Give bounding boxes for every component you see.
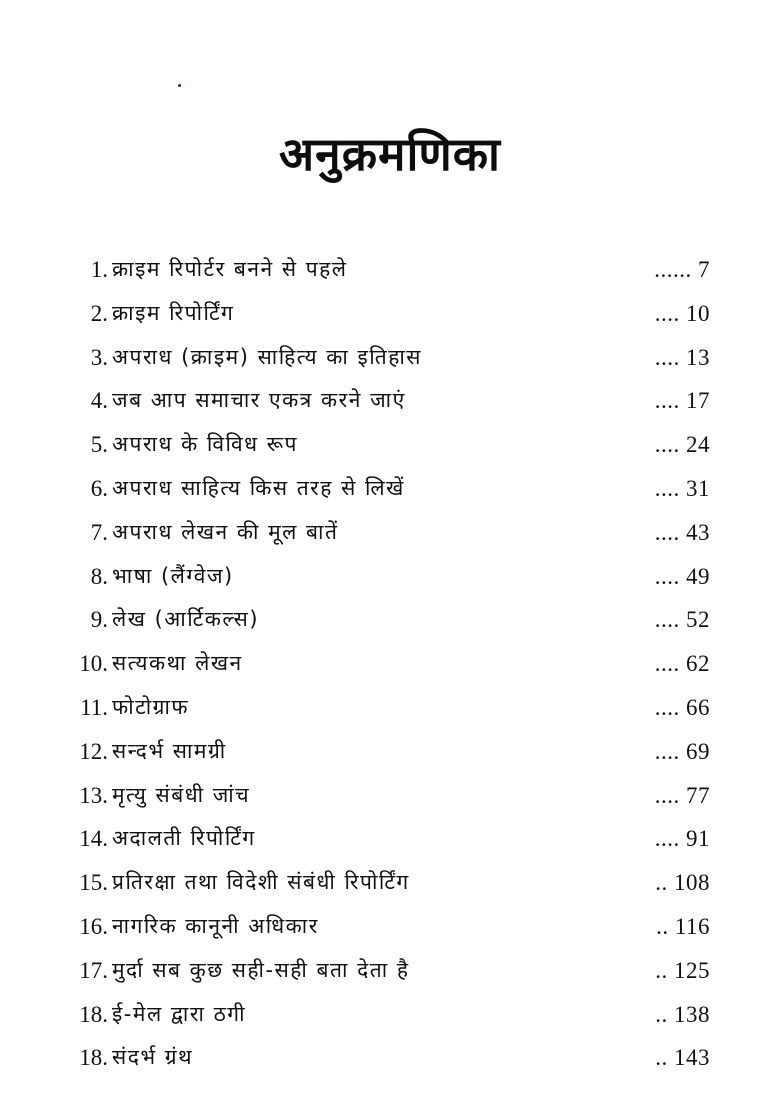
toc-entry [70,949,710,993]
toc-entry-page: .. 108 [655,870,710,896]
toc-entry-page: .... 69 [654,738,710,764]
toc-entry-number: 2. [90,300,108,326]
toc-entry-title: नागरिक कानूनी अधिकार [112,913,319,938]
toc-entry-number: 1. [90,257,108,282]
toc-entry [70,511,710,555]
toc-entry-title: अदालती रिपोर्टिंग [112,826,256,851]
toc-entry [70,423,710,467]
toc-entry-page: .... 17 [654,388,710,414]
toc-entry-number: 15. [79,870,108,896]
toc-entry [70,817,710,861]
toc-entry-page: .... 77 [654,782,710,808]
toc-entry-title: संदर्भ ग्रंथ [112,1045,194,1070]
toc-entry-number: 4. [90,388,108,414]
toc-entry-page: ...... 7 [654,257,710,282]
toc-entry-number: 12. [79,738,108,764]
toc-entry-number: 10. [79,651,108,677]
toc-entry-title: ई-मेल द्वारा ठगी [112,1001,247,1026]
toc-entry-title: अपराध लेखन की मूल बातें [112,519,339,544]
toc-entry [70,642,710,686]
toc-entry-page: .... 49 [654,563,710,589]
toc-entry-number: 7. [90,519,108,545]
toc-entry [70,905,710,949]
toc-entry-page: .... 31 [654,475,710,501]
toc-entry-page: .... 62 [654,651,710,677]
toc-entry [70,686,710,730]
toc-entry [70,248,710,292]
toc-entry-page: .... 10 [654,300,710,326]
toc-entry-title: क्राइम रिपोर्टर बनने से पहले [112,257,348,281]
toc-entry [70,861,710,905]
toc-entry-page: .. 143 [655,1045,710,1071]
toc-entry-number: 16. [79,913,108,939]
toc-entry [70,292,710,336]
toc-entry-page: .... 13 [654,344,710,370]
toc-entry-page: .... 91 [654,826,710,852]
toc-entry-number: 9. [90,607,108,633]
toc-entry-number: 6. [90,475,108,501]
toc-entry-title: अपराध (क्राइम) साहित्य का इतिहास [112,344,423,369]
toc-entry-number: 3. [90,344,108,370]
toc-entry-title: मृत्यु संबंधी जांच [112,782,251,807]
toc-entry-page: .. 116 [656,913,710,939]
table-of-contents [70,248,710,1080]
toc-entry-title: क्राइम रिपोर्टिंग [112,300,235,325]
toc-entry-title: मुर्दा सब कुछ सही-सही बता देता है [112,957,410,982]
toc-entry-title: भाषा (लैंग्वेज) [112,563,234,588]
toc-entry-title: प्रतिरक्षा तथा विदेशी संबंधी रिपोर्टिंग [112,870,410,895]
toc-entry [70,774,710,818]
toc-entry-page: .... 24 [654,432,710,458]
toc-entry-title: जब आप समाचार एकत्र करने जाएं [112,388,406,413]
toc-entry-page: .. 125 [655,957,710,983]
toc-entry [70,336,710,380]
toc-entry-number: 11. [80,694,108,720]
toc-entry-number: 5. [90,432,108,458]
toc-entry [70,1036,710,1080]
toc-entry [70,379,710,423]
toc-entry [70,993,710,1037]
toc-entry [70,555,710,599]
toc-entry-page: .. 138 [655,1001,710,1027]
page-title: अनुक्रमणिका [279,127,501,181]
toc-entry-number: 18. [79,1001,108,1027]
toc-entry-number: 18. [79,1045,108,1071]
toc-entry-number: 14. [79,826,108,852]
toc-entry-page: .... 52 [654,607,710,633]
toc-entry-number: 8. [90,563,108,589]
toc-entry-page: .... 43 [654,519,710,545]
toc-entry-title: लेख (आर्टिकल्स) [112,607,260,632]
toc-entry-number: 17. [79,957,108,983]
toc-entry-page: .... 66 [654,694,710,720]
toc-entry-title: सन्दर्भ सामग्री [112,738,227,763]
toc-entry [70,598,710,642]
toc-entry [70,467,710,511]
toc-entry-title: अपराध साहित्य किस तरह से लिखें [112,475,405,500]
toc-entry-title: सत्यकथा लेखन [112,651,243,676]
print-speck [178,84,181,87]
toc-entry-number: 13. [79,782,108,808]
toc-entry [70,730,710,774]
toc-entry-title: फोटोग्राफ [112,694,190,719]
toc-entry-title: अपराध के विविध रूप [112,432,298,457]
